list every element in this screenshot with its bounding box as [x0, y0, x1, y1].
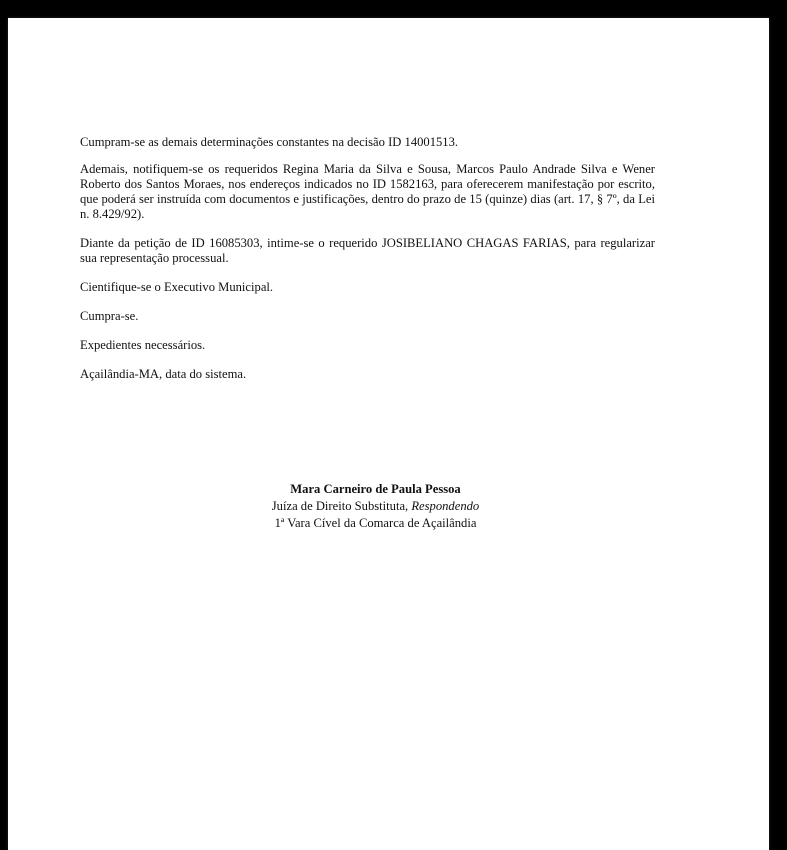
- document-page: [8, 18, 769, 850]
- paragraph-executive: Cientifique-se o Executivo Municipal.: [80, 280, 274, 294]
- paragraph-petition: Diante da petição de ID 16085303, intime-se o requerido JOSIBELIANO CHAGAS FARIAS, para regularizar sua representação processual.: [80, 236, 655, 265]
- signer-name: Mara Carneiro de Paula Pessoa: [290, 482, 461, 496]
- paragraph-determinations: Cumpram-se as demais determinações constantes na decisão ID 14001513.: [80, 135, 459, 149]
- signer-role-text: Juíza de Direito Substituta,: [271, 499, 409, 513]
- signature-block: [8, 481, 743, 532]
- signer-role: [8, 498, 743, 515]
- paragraph-notification: Ademais, notifiquem-se os requeridos Regina Maria da Silva e Sousa, Marcos Paulo Andrade Silva e Wener Roberto dos Santos Moraes, nos endereços indicados no ID 1582163, para oferecerem manifestação por escrito, que poderá ser instruída com documentos e justificações, dentro do prazo de 15 (quinze) dias (art. 17, § 7º, da Lei n. 8.429/92).: [80, 162, 655, 221]
- document-body: [80, 135, 655, 397]
- signer-court: 1ª Vara Cível da Comarca de Açailândia: [274, 516, 477, 530]
- paragraph-expedients: Expedientes necessários.: [80, 338, 206, 352]
- paragraph-comply: Cumpra-se.: [80, 309, 139, 323]
- signer-role-italic: Respondendo: [411, 499, 480, 513]
- paragraph-place-date: Açailândia-MA, data do sistema.: [80, 367, 247, 381]
